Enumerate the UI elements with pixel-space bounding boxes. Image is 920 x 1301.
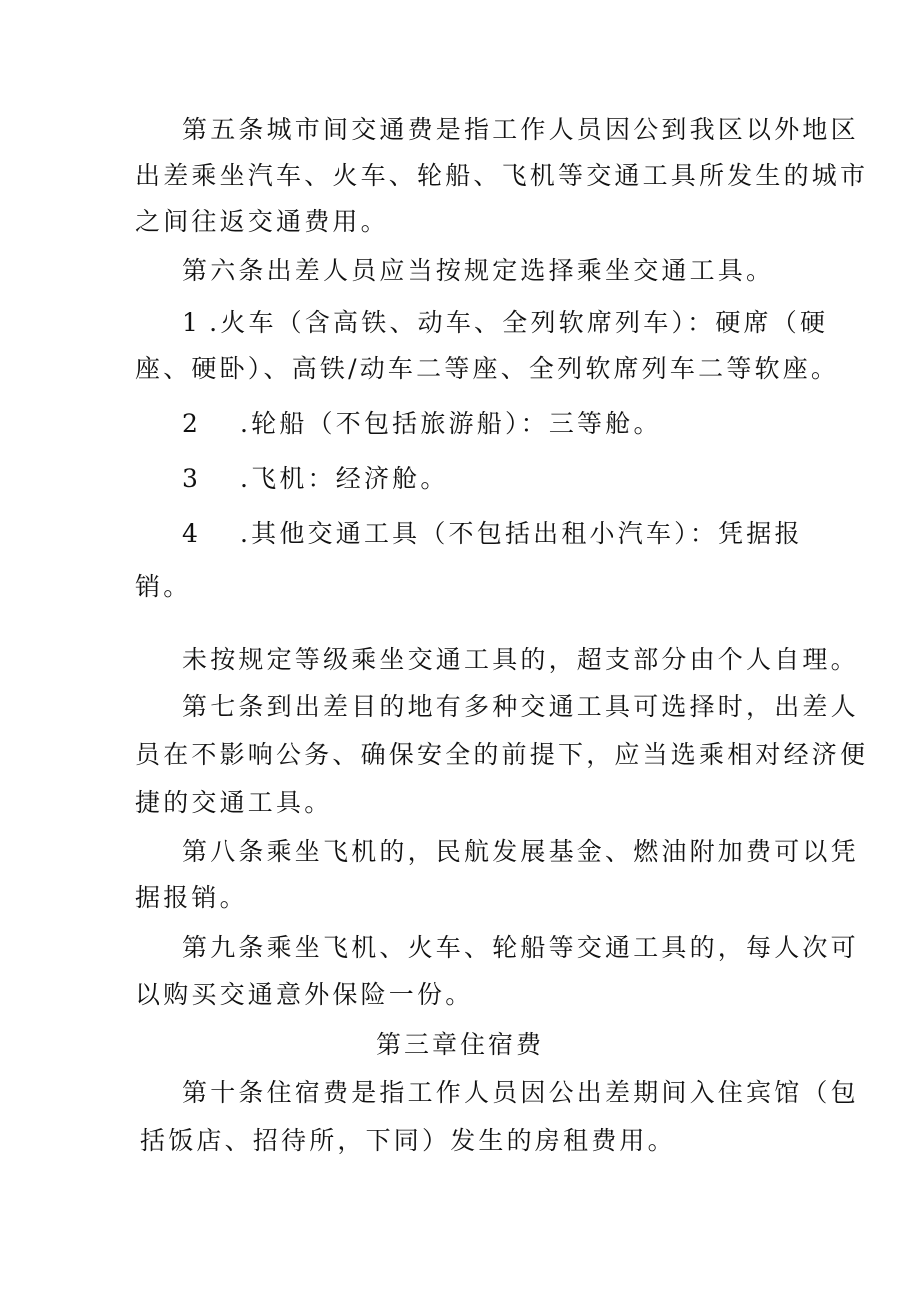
art10-line-1: 第十条住宿费是指工作人员因公出差期间入住宾馆（包 [182, 1078, 859, 1107]
item1-number: 1 [182, 308, 202, 337]
art5-line-3: 之间往返交通费用。 [135, 207, 389, 236]
art5-line-2: 出差乘坐汽车、火车、轮船、飞机等交通工具所发生的城市 [135, 161, 869, 190]
art9-line-2: 以购买交通意外保险一份。 [135, 980, 474, 1009]
item4-line-1 [182, 519, 803, 549]
item1-text: .火车（含高铁、动车、全列软席列车）：硬席（硬 [209, 308, 829, 337]
art5-line-1: 第五条城市间交通费是指工作人员因公到我区以外地区 [182, 115, 859, 144]
art7-line-3: 捷的交通工具。 [135, 788, 333, 817]
chapter-heading: 第三章住宿费 [375, 1030, 544, 1059]
art10-line-2: 括饭店、招待所，下同）发生的房租费用。 [140, 1126, 676, 1155]
item3-number: 3 [182, 464, 202, 493]
art7-line-2: 员在不影响公务、确保安全的前提下，应当选乘相对经济便 [135, 740, 869, 769]
item4-number: 4 [182, 519, 202, 548]
note-line: 未按规定等级乘坐交通工具的，超支部分由个人自理。 [182, 645, 859, 674]
item3-line [182, 464, 449, 494]
item2-line [182, 409, 662, 439]
item2-number: 2 [182, 409, 202, 438]
art7-line-1: 第七条到出差目的地有多种交通工具可选择时，出差人 [182, 692, 859, 721]
art8-line-1: 第八条乘坐飞机的，民航发展基金、燃油附加费可以凭 [182, 837, 859, 866]
art8-line-2: 据报销。 [135, 883, 248, 912]
art6-line: 第六条出差人员应当按规定选择乘坐交通工具。 [182, 256, 775, 285]
item4-text: .其他交通工具（不包括出租小汽车）：凭据报 [240, 519, 803, 548]
item2-text: .轮船（不包括旅游船）：三等舱。 [240, 409, 662, 438]
art9-line-1: 第九条乘坐飞机、火车、轮船等交通工具的，每人次可 [182, 933, 859, 962]
item1-line-1 [182, 308, 828, 338]
item3-text: .飞机：经济舱。 [240, 464, 449, 493]
item1-line-2: 座、硬卧）、高铁/动车二等座、全列软席列车二等软座。 [135, 354, 840, 383]
item4-line-2: 销。 [135, 572, 192, 601]
